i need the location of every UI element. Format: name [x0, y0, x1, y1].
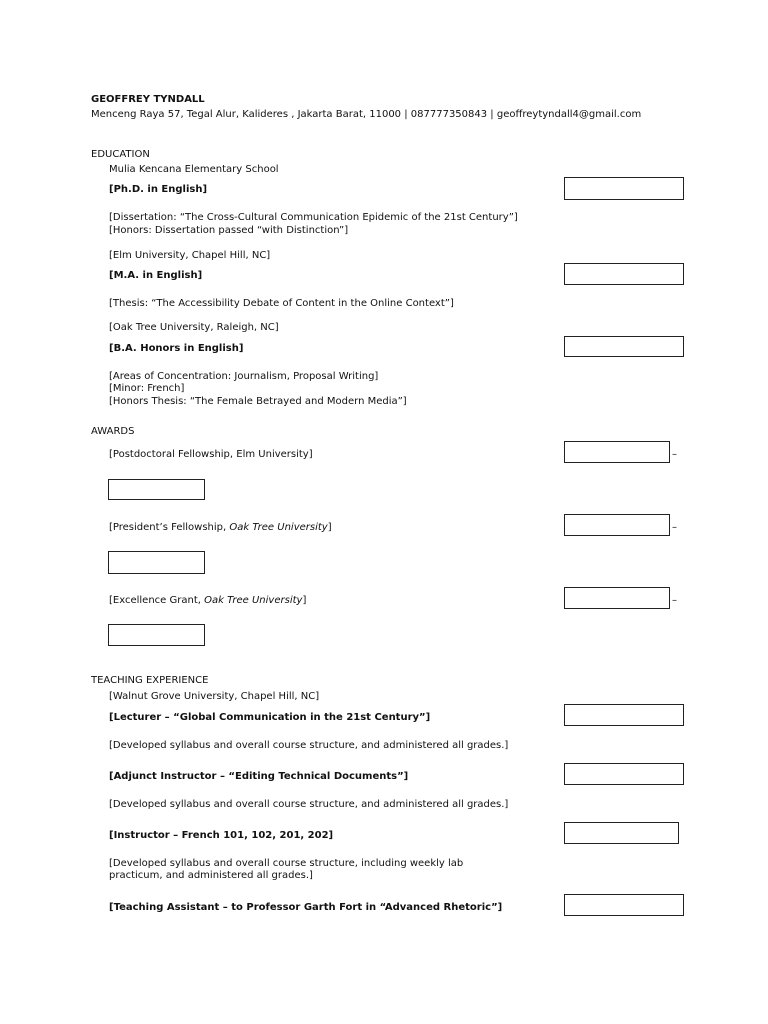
role-description: [Developed syllabus and overall course structure, and administered all grades.]: [109, 740, 509, 751]
education-heading: EDUCATION: [91, 149, 150, 160]
teaching-heading: TEACHING EXPERIENCE: [91, 675, 209, 686]
award-presidents-fellowship: [President’s Fellowship, Oak Tree University]: [109, 522, 332, 533]
phd-honors: [Honors: Dissertation passed “with Distinction”]: [109, 225, 349, 236]
award-start-field[interactable]: [564, 441, 670, 463]
ba-minor: [Minor: French]: [109, 383, 185, 394]
award-start-field[interactable]: [564, 514, 670, 536]
contact-info: Menceng Raya 57, Tegal Alur, Kalideres , Jakarta Barat, 11000 | 087777350843 | geoffreytyndall4@gmail.com: [91, 109, 642, 120]
ba-degree: [B.A. Honors in English]: [109, 343, 244, 354]
role-description: [Developed syllabus and overall course structure, including weekly lab: [109, 858, 464, 869]
award-postdoctoral: [Postdoctoral Fellowship, Elm University]: [109, 449, 313, 460]
elm-university: [Elm University, Chapel Hill, NC]: [109, 250, 271, 261]
awards-heading: AWARDS: [91, 426, 135, 437]
ba-honors-thesis: [Honors Thesis: “The Female Betrayed and Modern Media”]: [109, 396, 407, 407]
phd-dissertation: [Dissertation: “The Cross-Cultural Communication Epidemic of the 21st Century”]: [109, 212, 518, 223]
award-end-field[interactable]: [108, 479, 205, 500]
role-teaching-assistant: [Teaching Assistant – to Professor Garth Fort in “Advanced Rhetoric”]: [109, 902, 503, 913]
date-range-dash: –: [672, 449, 677, 460]
role-instructor: [Instructor – French 101, 102, 201, 202]: [109, 830, 334, 841]
role-date-field[interactable]: [564, 822, 679, 844]
ma-thesis: [Thesis: “The Accessibility Debate of Content in the Online Context”]: [109, 298, 454, 309]
award-start-field[interactable]: [564, 587, 670, 609]
oak-tree-university: [Oak Tree University, Raleigh, NC]: [109, 322, 279, 333]
candidate-name: GEOFFREY TYNDALL: [91, 94, 205, 105]
phd-date-field[interactable]: [564, 177, 684, 200]
role-description: [Developed syllabus and overall course structure, and administered all grades.]: [109, 799, 509, 810]
phd-degree: [Ph.D. in English]: [109, 184, 208, 195]
award-end-field[interactable]: [108, 551, 205, 574]
school-name: Mulia Kencana Elementary School: [109, 164, 279, 175]
role-description-cont: practicum, and administered all grades.]: [109, 870, 313, 881]
ma-date-field[interactable]: [564, 263, 684, 285]
role-date-field[interactable]: [564, 763, 684, 785]
ba-date-field[interactable]: [564, 336, 684, 357]
award-excellence-grant: [Excellence Grant, Oak Tree University]: [109, 595, 307, 606]
date-range-dash: –: [672, 522, 677, 533]
award-end-field[interactable]: [108, 624, 205, 646]
role-date-field[interactable]: [564, 704, 684, 726]
ba-concentration: [Areas of Concentration: Journalism, Proposal Writing]: [109, 371, 379, 382]
ma-degree: [M.A. in English]: [109, 270, 203, 281]
role-adjunct-instructor: [Adjunct Instructor – “Editing Technical Documents”]: [109, 771, 409, 782]
role-lecturer: [Lecturer – “Global Communication in the 21st Century”]: [109, 712, 431, 723]
walnut-grove-university: [Walnut Grove University, Chapel Hill, NC]: [109, 691, 320, 702]
date-range-dash: –: [672, 595, 677, 606]
role-date-field[interactable]: [564, 894, 684, 916]
